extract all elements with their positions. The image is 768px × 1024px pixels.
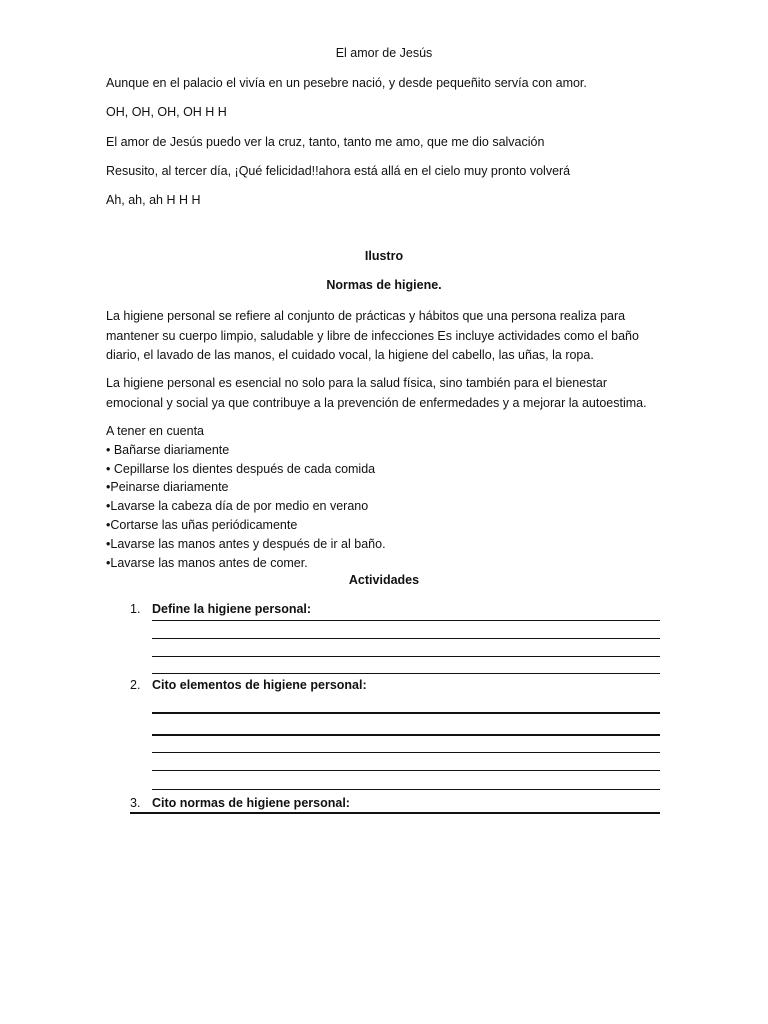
list-item: •Lavarse las manos antes de comer.	[106, 555, 308, 570]
answer-line[interactable]	[152, 789, 660, 790]
question-number: 3.	[130, 796, 141, 810]
section-heading: Ilustro	[364, 249, 404, 263]
paragraph-hygiene-importance: La higiene personal es esencial no solo para la salud física, sino también para el bienestar emocional y social ya que contribuye a la prevención de enfermedades y a mejorar la autoestima.	[106, 376, 647, 410]
list-item: • Bañarse diariamente	[106, 442, 230, 457]
song-title: El amor de Jesús	[335, 46, 433, 60]
list-item: •Lavarse la cabeza día de por medio en verano	[106, 499, 369, 514]
question-text: Cito normas de higiene personal:	[152, 796, 350, 810]
answer-line[interactable]	[152, 752, 660, 753]
question-3	[130, 796, 350, 810]
question-1	[130, 602, 311, 616]
answer-line[interactable]	[152, 712, 660, 714]
question-text: Cito elementos de higiene personal:	[152, 678, 367, 692]
answer-line[interactable]	[130, 812, 660, 814]
answer-line[interactable]	[152, 638, 660, 639]
song-line-5: Ah, ah, ah H H H	[106, 193, 201, 207]
tips-list	[106, 422, 662, 572]
section-subheading: Normas de higiene.	[326, 278, 442, 292]
paragraph-hygiene-definition: La higiene personal se refiere al conjunto de prácticas y hábitos que una persona realiza para mantener su cuerpo limpio, saludable y libre de infecciones Es incluye actividades como el baño diario, el lavado de las manos, el cuidado vocal, la higiene del cabello, las uñas, la ropa.	[106, 309, 639, 362]
question-text: Define la higiene personal:	[152, 602, 312, 616]
list-title: A tener en cuenta	[106, 424, 204, 438]
activities-heading: Actividades	[348, 573, 420, 587]
question-number: 2.	[130, 678, 141, 692]
song-line-2: OH, OH, OH, OH H H	[106, 105, 227, 119]
list-item: •Lavarse las manos antes y después de ir al baño.	[106, 536, 386, 551]
answer-line[interactable]	[152, 770, 660, 771]
answer-line[interactable]	[152, 734, 660, 736]
list-item: • Cepillarse los dientes después de cada comida	[106, 461, 376, 476]
question-number: 1.	[130, 602, 141, 616]
song-line-3: El amor de Jesús puedo ver la cruz, tanto, tanto me amo, que me dio salvación	[106, 135, 545, 149]
list-item: •Cortarse las uñas periódicamente	[106, 517, 298, 532]
list-item: •Peinarse diariamente	[106, 480, 229, 495]
question-2	[130, 678, 367, 692]
song-line-1: Aunque en el palacio el vivía en un pesebre nació, y desde pequeñito servía con amor.	[106, 76, 587, 90]
answer-line[interactable]	[152, 620, 660, 621]
song-line-4: Resusito, al tercer día, ¡Qué felicidad!!ahora está allá en el cielo muy pronto volverá	[106, 164, 571, 178]
answer-line[interactable]	[152, 656, 660, 657]
answer-line[interactable]	[152, 673, 660, 674]
